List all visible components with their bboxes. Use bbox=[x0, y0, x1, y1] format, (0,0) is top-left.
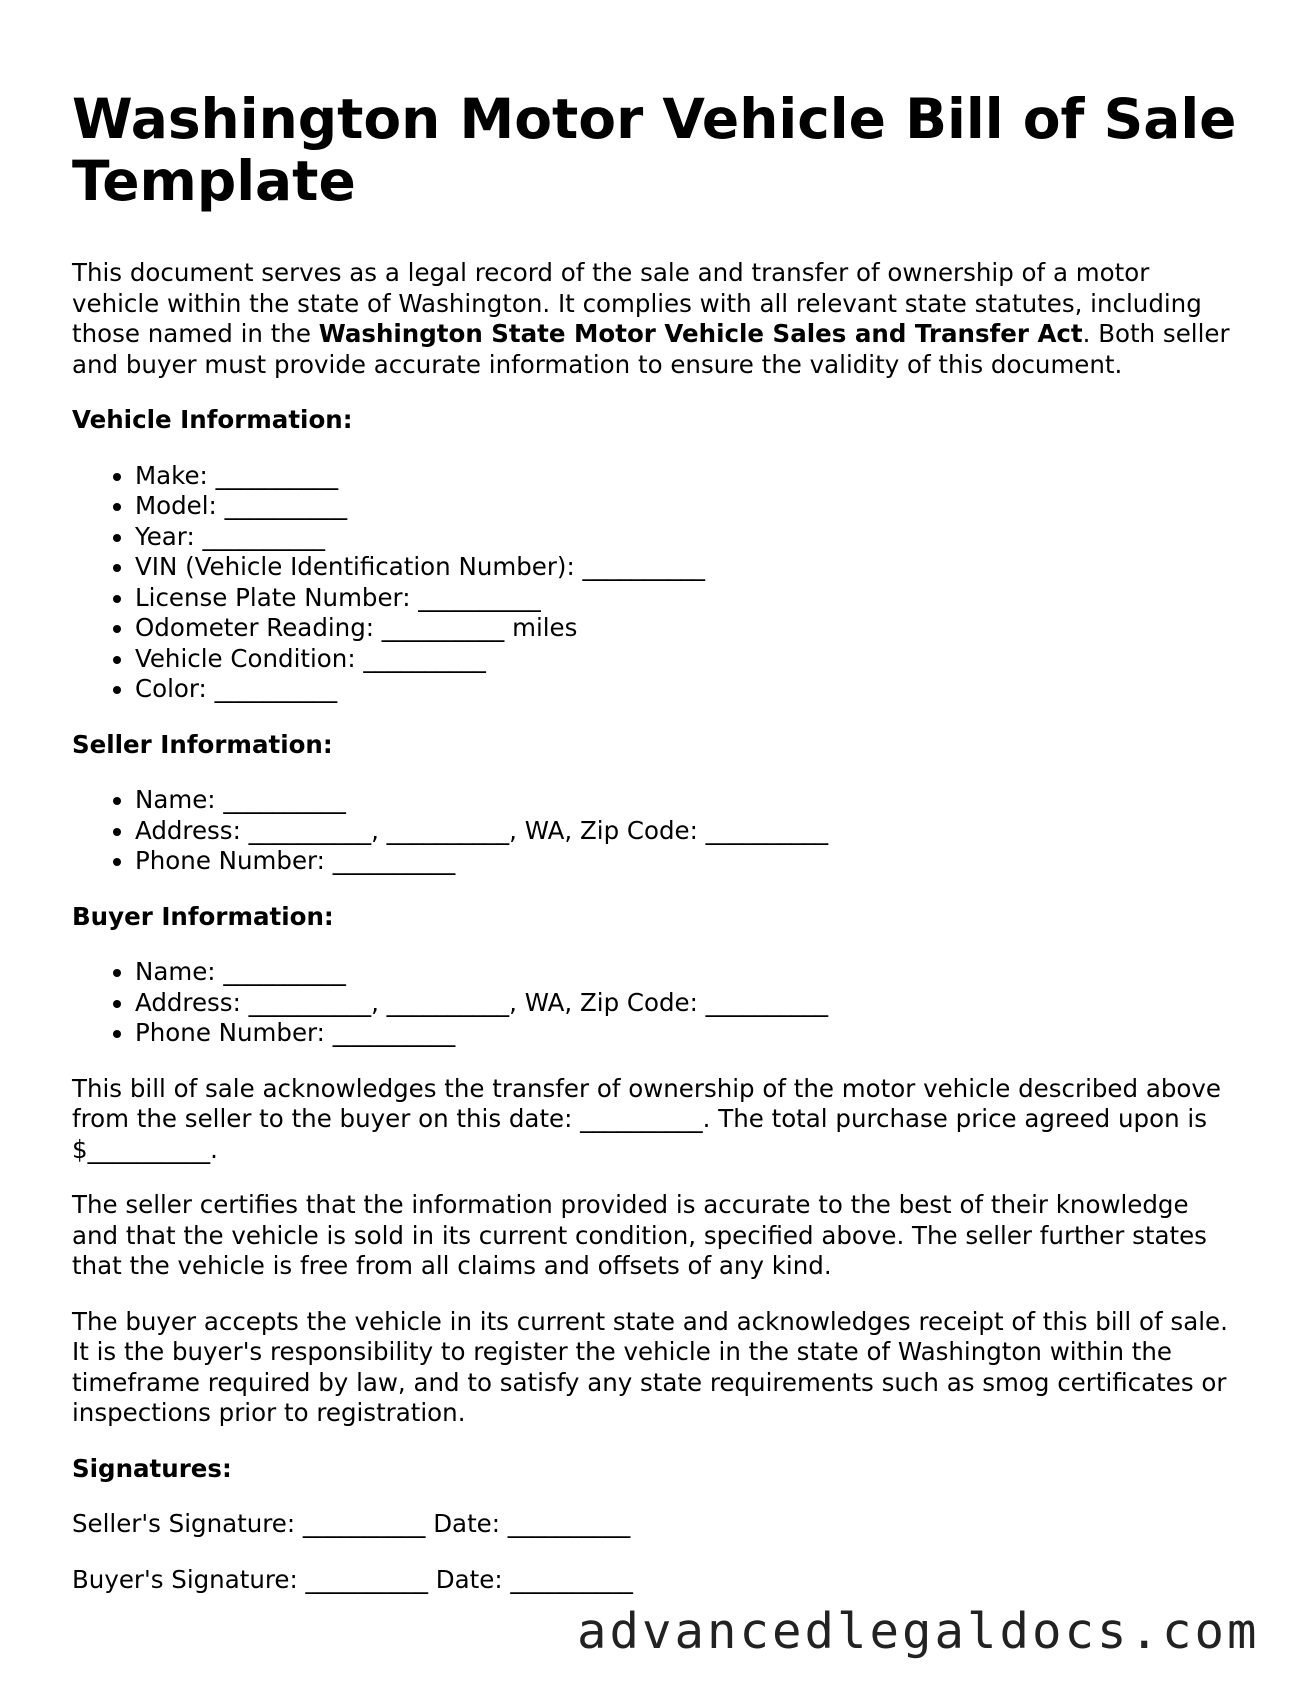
seller-name-field: • Name: __________ bbox=[135, 785, 1242, 816]
vehicle-info-list bbox=[72, 461, 1242, 705]
vehicle-plate-field: • License Plate Number: __________ bbox=[135, 583, 1242, 614]
seller-info-heading: Seller Information: bbox=[72, 729, 333, 759]
vehicle-info-heading: Vehicle Information: bbox=[72, 405, 353, 434]
vehicle-condition-field: • Vehicle Condition: __________ bbox=[135, 644, 1242, 675]
transfer-paragraph: This bill of sale acknowledges the transfer of ownership of the motor vehicle described above from the seller to the buyer on this date: __________. The total purchase price agreed upon is $__________. bbox=[72, 1073, 1221, 1164]
intro-paragraph bbox=[72, 258, 1242, 380]
vehicle-vin-field: • VIN (Vehicle Identification Number): __________ bbox=[135, 552, 1242, 583]
buyer-signature-line: Buyer's Signature: __________ Date: __________ bbox=[72, 1564, 633, 1594]
buyer-info-heading: Buyer Information: bbox=[72, 901, 334, 931]
seller-phone-field: • Phone Number: __________ bbox=[135, 846, 1242, 877]
buyer-acceptance-paragraph: The buyer accepts the vehicle in its current state and acknowledges receipt of this bill of sale. It is the buyer's responsibility to register the vehicle in the state of Washington within the timeframe required by law, and to satisfy any state requirements such as smog certificates or inspections prior to registration. bbox=[72, 1306, 1228, 1427]
buyer-address-field: • Address: __________, __________, WA, Zip Code: __________ bbox=[135, 988, 1242, 1019]
seller-signature-line: Seller's Signature: __________ Date: __________ bbox=[72, 1509, 631, 1538]
document-page bbox=[72, 88, 1242, 1620]
intro-text-end: . Both seller and buyer must provide accurate information to ensure the validity of this document. bbox=[72, 319, 1230, 379]
buyer-info-list bbox=[72, 957, 1242, 1049]
vehicle-make-field: • Make: __________ bbox=[135, 461, 1242, 492]
seller-certification-paragraph: The seller certifies that the information provided is accurate to the best of their knowledge and that the vehicle is sold in its current condition, specified above. The seller further states that the vehicle is free from all claims and offsets of any kind. bbox=[72, 1190, 1207, 1280]
vehicle-model-field: • Model: __________ bbox=[135, 491, 1242, 522]
document-title: Washington Motor Vehicle Bill of Sale Template bbox=[72, 87, 1237, 213]
intro-act-name: Washington State Motor Vehicle Sales and Transfer Act bbox=[318, 319, 1083, 348]
site-watermark: advancedlegaldocs.com bbox=[577, 1603, 1260, 1660]
buyer-name-field: • Name: __________ bbox=[135, 957, 1242, 988]
seller-address-field: • Address: __________, __________, WA, Zip Code: __________ bbox=[135, 816, 1242, 847]
vehicle-odometer-field: • Odometer Reading: __________ miles bbox=[135, 613, 1242, 644]
buyer-phone-field: • Phone Number: __________ bbox=[135, 1018, 1242, 1049]
vehicle-color-field: • Color: __________ bbox=[135, 674, 1242, 705]
vehicle-year-field: • Year: __________ bbox=[135, 522, 1242, 553]
signatures-heading: Signatures: bbox=[72, 1453, 232, 1483]
seller-info-list bbox=[72, 785, 1242, 877]
intro-text-start: This document serves as a legal record of the sale and transfer of ownership of a motor vehicle within the state of Washington. It complies with all relevant state statutes, including those named in the bbox=[72, 258, 1202, 348]
